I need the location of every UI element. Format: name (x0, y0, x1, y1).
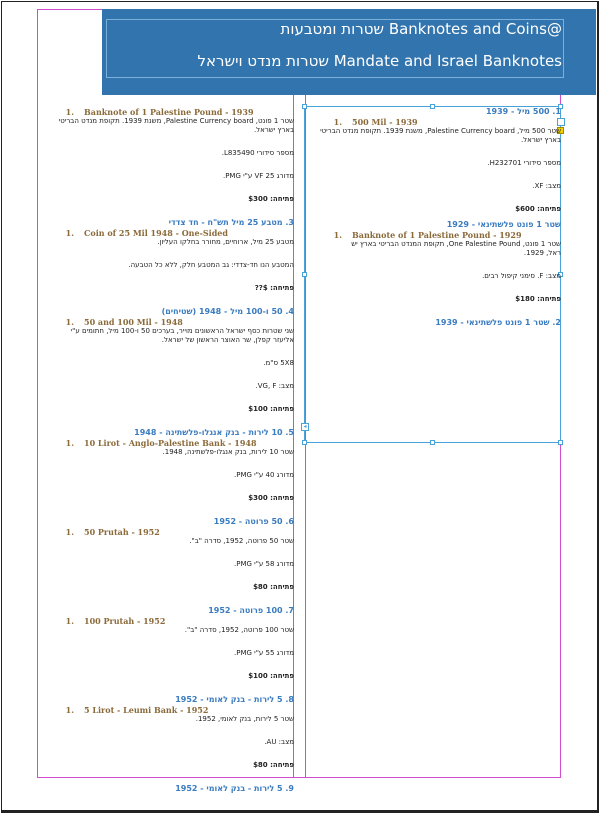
list-item (38, 517, 294, 592)
item-opening-price: פתיחה: $100 (248, 672, 294, 680)
item-field: 5X8 ס"מ. (263, 359, 294, 367)
left-text-column[interactable] (38, 107, 294, 794)
list-item (38, 107, 294, 204)
item-description: שטר 50 פרוטה, 1952, סדרה "ב". (189, 537, 294, 545)
frame-handle-bottom-left[interactable] (302, 440, 307, 445)
item-opening-price: פתיחה: $?? (254, 284, 294, 292)
item-opening-price: פתיחה: $300 (248, 195, 294, 203)
item-field: מספר סידורי L835490. (221, 149, 294, 157)
right-text-column[interactable] (306, 107, 561, 328)
item-description: בארץ ישראל. (253, 126, 294, 134)
list-item (38, 428, 294, 503)
item-opening-price: פתיחה: $80 (253, 583, 294, 591)
item-field: מדורג VF 25 ע"י PMG. (222, 172, 294, 180)
list-item (38, 695, 294, 770)
thread-arrow-icon[interactable]: ◂ (301, 423, 309, 431)
item-hebrew-title: 2. שטר 1 פונט פלשתינאי - 1939 (435, 318, 561, 327)
item-field: מצב: VG, F. (255, 382, 294, 390)
item-description: מטבע 25 מיל, ארוחיים, מחורר בחלקו העליון. (157, 238, 294, 246)
header-title: שטרות ומטבעות Banknotes and Coins@ (280, 20, 562, 38)
item-field: מדורג 40 ע"י PMG. (233, 471, 294, 479)
item-description: שטר 1 פונט, Palestine Currency board, משנת 1939. תקופת מנדט הבריטי (58, 117, 294, 125)
item-english-title: 1. 50 and 100 Mil - 1948 (65, 317, 183, 327)
list-item (38, 606, 294, 681)
item-hebrew-title: 8. 5 לירות - בנק לאומי - 1952 (175, 695, 294, 704)
list-item (306, 107, 561, 214)
item-opening-price: פתיחה: $80 (253, 761, 294, 769)
item-english-title: 1. Banknote of 1 Palestine Pound - 1929 (333, 230, 522, 240)
item-opening-price: פתיחה: $300 (248, 494, 294, 502)
item-english-title: 1. 500 Mil - 1939 (333, 117, 418, 127)
item-english-title: 1. 10 Lirot - Anglo-Palestine Bank - 1948 (65, 438, 257, 448)
item-field: מצב: AU. (264, 738, 294, 746)
item-description: בארץ ישראל. (520, 136, 561, 144)
item-hebrew-title: 1. 500 מיל - 1939 (485, 107, 561, 116)
item-english-title: 1. 5 Lirot - Leumi Bank - 1952 (65, 705, 209, 715)
list-item (306, 220, 561, 304)
item-description: שטר 500 מיל, Palestine Currency board, משנת 1939. תקופת מנדט הבריטי (320, 127, 561, 135)
item-field: מספר סידורי H232701. (487, 159, 561, 167)
header-subtitle: שטרות מנדט וישראל Mandate and Israel Banknotes (197, 52, 562, 70)
item-hebrew-title: 7. 100 פרוטה - 1952 (208, 606, 294, 615)
item-field: מצב: XF. (532, 182, 561, 190)
item-hebrew-title: 6. 50 פרוטה - 1952 (213, 517, 294, 526)
item-description: שני שטרות כסף ישראל הראשונים מוייר, בערכים 50 ו-100 מיל, חתומים ע"י (70, 327, 294, 335)
item-hebrew-title: 5. 10 לירות - בנק אנגלו-פלשתינה - 1948 (134, 428, 294, 437)
list-item (38, 218, 294, 293)
item-field: מצב: F. סימני קיפול רבים. (482, 272, 561, 280)
item-english-title: 1. Coin of 25 Mil 1948 - One-Sided (65, 228, 228, 238)
item-english-title: 1. 100 Prutah - 1952 (65, 616, 166, 626)
item-hebrew-title: 3. מטבע 25 מיל תש"ח - חד צדדי (168, 218, 294, 227)
item-hebrew-title: 4. 50 ו-100 מיל - 1948 (שטיחים) (161, 307, 294, 316)
item-description: אליעזר קפלן, שר האוצר הראשון של ישראל. (161, 336, 294, 344)
item-description: ראל, 1929. (523, 249, 561, 257)
item-opening-price: פתיחה: $180 (515, 295, 561, 303)
item-english-title: 1. Banknote of 1 Palestine Pound - 1939 (65, 107, 254, 117)
item-description: שטר 100 פרוטה, 1952, סדרה "ב". (184, 626, 294, 634)
item-english-title: 1. 50 Prutah - 1952 (65, 527, 160, 537)
item-description: שטר 10 לירות, בנק אנגלו-פלשתינה, 1948. (162, 448, 294, 456)
frame-handle-bottom-center[interactable] (430, 440, 435, 445)
item-opening-price: פתיחה: $100 (248, 405, 294, 413)
item-hebrew-title: שטר 1 פונט פלשתינאי - 1929 (446, 220, 561, 229)
item-field: מדורג 58 ע"י PMG. (233, 560, 294, 568)
list-item (38, 307, 294, 414)
item-description: שטר 5 לירות, בנק לאומי, 1952. (195, 715, 294, 723)
item-field: מדורג 55 ע"י PMG. (233, 649, 294, 657)
item-description: שטר 1 פונט, One Palestine Pound, תקופת המנדט הבריטי בארץ יש (351, 240, 561, 248)
item-hebrew-title: 9. 5 לירות - בנק לאומי - 1952 (175, 784, 294, 793)
item-opening-price: פתיחה: $600 (515, 205, 561, 213)
frame-handle-bottom-right[interactable] (558, 440, 563, 445)
item-field: המטבע הנו חד-צדדי: גב המטבע חלק, ללא כל הטבעה. (128, 261, 294, 269)
